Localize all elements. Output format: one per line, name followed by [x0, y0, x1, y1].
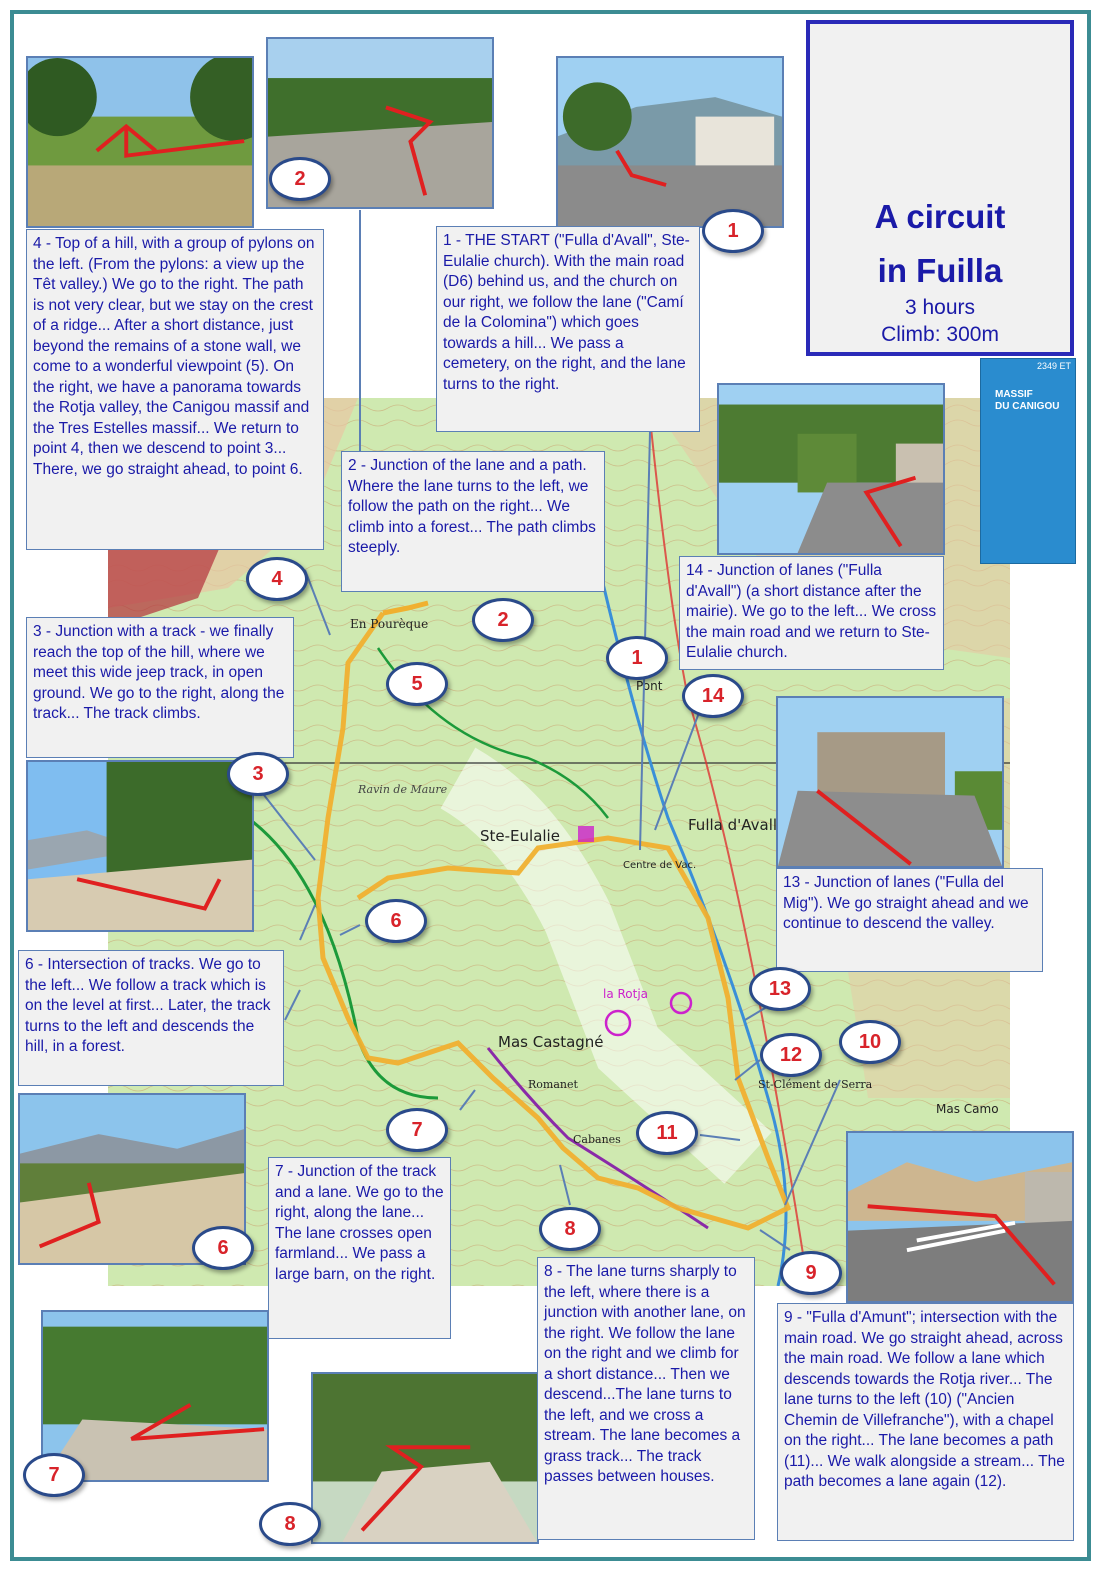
map-label-st-clement: St-Clément de Serra: [758, 1078, 873, 1091]
step-6-text: 6 - Intersection of tracks. We go to the left... We follow a track which is on the level at first... Later, the track turns to the left and descends the hill, in a forest.: [18, 950, 284, 1086]
marker-4[interactable]: 4: [246, 557, 308, 601]
map-label-romanet: Romanet: [528, 1078, 578, 1091]
marker-6[interactable]: 6: [365, 899, 427, 943]
map-label-fulla-davall: Fulla d'Avall: [688, 816, 778, 834]
marker-11[interactable]: 11: [636, 1111, 698, 1155]
title-line2: in Fuilla: [877, 252, 1003, 289]
marker-8[interactable]: 8: [539, 1207, 601, 1251]
step-8-text: 8 - The lane turns sharply to the left, where there is a junction with another lane, on the right. We follow the lane on the right and we climb for a short distance... Then we descend...The lane turns to the left, and we cross a stream. The lane becomes a grass track... The track passes between houses.: [537, 1257, 755, 1540]
title-box: [806, 20, 1074, 356]
photo-point-1: [556, 56, 784, 228]
map-label-ste-eulalie: Ste-Eulalie: [480, 827, 560, 845]
map-label-centre: Centre de Vac.: [623, 860, 697, 871]
marker-13[interactable]: 13: [749, 967, 811, 1011]
map-cover-title-line1: MASSIF: [995, 389, 1033, 400]
map-label-ravin: Ravin de Maure: [358, 783, 448, 796]
step-2-text: 2 - Junction of the lane and a path. Where the lane turns to the left, we follow the path on the right... We climb into a forest... The path climbs steeply.: [341, 451, 605, 592]
photo-point-3: [26, 760, 254, 932]
map-cover: [980, 358, 1076, 564]
marker-3[interactable]: 3: [227, 752, 289, 796]
photo-point-7: [41, 1310, 269, 1482]
map-cover-title: [995, 389, 1059, 413]
marker-12[interactable]: 12: [760, 1033, 822, 1077]
marker-5[interactable]: 5: [386, 662, 448, 706]
marker-9[interactable]: 9: [780, 1251, 842, 1295]
photo-marker-2: 2: [269, 157, 331, 201]
map-label-rotja: la Rotja: [603, 987, 649, 1001]
photo-marker-8: 8: [259, 1502, 321, 1546]
map-label-pont: Pont: [636, 679, 663, 693]
photo-marker-6: 6: [192, 1226, 254, 1270]
map-label-cabanes: Cabanes: [573, 1133, 621, 1146]
photo-point-9: [846, 1131, 1074, 1303]
photo-point-14: [717, 383, 945, 555]
duration: 3 hours: [904, 296, 976, 319]
climb: Climb: 300m: [881, 323, 999, 346]
marker-10[interactable]: 10: [839, 1020, 901, 1064]
step-4-text: 4 - Top of a hill, with a group of pylons on the left. (From the pylons: a view up the Têt valley.) We go to the right. The path is not very clear, but we stay on the crest of a ridge... After a short distance, just beyond the remains of a stone wall, we come to a wonderful viewpoint (5). On the right, we have a panorama towards the Rotja valley, the Canigou massif and the Tres Estelles massif... We return to point 4, then we descend to point 3... There, we go straight ahead, to point 6.: [26, 229, 324, 550]
marker-7[interactable]: 7: [386, 1108, 448, 1152]
map-cover-number: 2349 ET: [1036, 361, 1071, 371]
photo-point-4: [26, 56, 254, 228]
map-label-en-poureque: En Pourèque: [350, 617, 429, 631]
photo-point-8: [311, 1372, 539, 1544]
photo-marker-7: 7: [23, 1453, 85, 1497]
step-13-text: 13 - Junction of lanes ("Fulla del Mig"). We go straight ahead and we continue to descend the valley.: [776, 868, 1043, 972]
map-cover-title-line2: DU CANIGOU: [995, 401, 1060, 412]
step-9-text: 9 - "Fulla d'Amunt"; intersection with the main road. We go straight ahead, across the main road. We follow a lane which descends towards the Rotja river... The lane turns to the left (10) ("Ancien Chemin de Villefranche"), with a chapel on the right... The lane becomes a path (11)... We walk alongside a stream... The path becomes a lane again (12).: [777, 1303, 1074, 1541]
marker-1[interactable]: 1: [606, 636, 668, 680]
photo-marker-1: 1: [702, 209, 764, 253]
marker-14[interactable]: 14: [682, 674, 744, 718]
marker-2[interactable]: 2: [472, 598, 534, 642]
step-14-text: 14 - Junction of lanes ("Fulla d'Avall") (a short distance after the mairie). We go to the left... We cross the main road and we return to Ste-Eulalie church.: [679, 556, 944, 670]
step-7-text: 7 - Junction of the track and a lane. We go to the right, along the lane... The lane crosses open farmland... We pass a large barn, on the right.: [268, 1157, 451, 1339]
title-line1: A circuit: [874, 198, 1006, 235]
photo-point-13: [776, 696, 1004, 868]
map-label-mas-camo: Mas Camo: [936, 1102, 999, 1116]
map-label-mas-castagne: Mas Castagné: [498, 1033, 604, 1051]
step-3-text: 3 - Junction with a track - we finally reach the top of the hill, where we meet this wide jeep track, in open ground. We go to the right, along the track... The track climbs.: [26, 617, 294, 758]
step-1-text: 1 - THE START ("Fulla d'Avall", Ste-Eulalie church). With the main road (D6) behind us, and the church on our right, we follow the lane ("Camí de la Colomina") which goes towards a hill... We pass a cemetery, on the right, and the lane turns to the right.: [436, 226, 700, 432]
